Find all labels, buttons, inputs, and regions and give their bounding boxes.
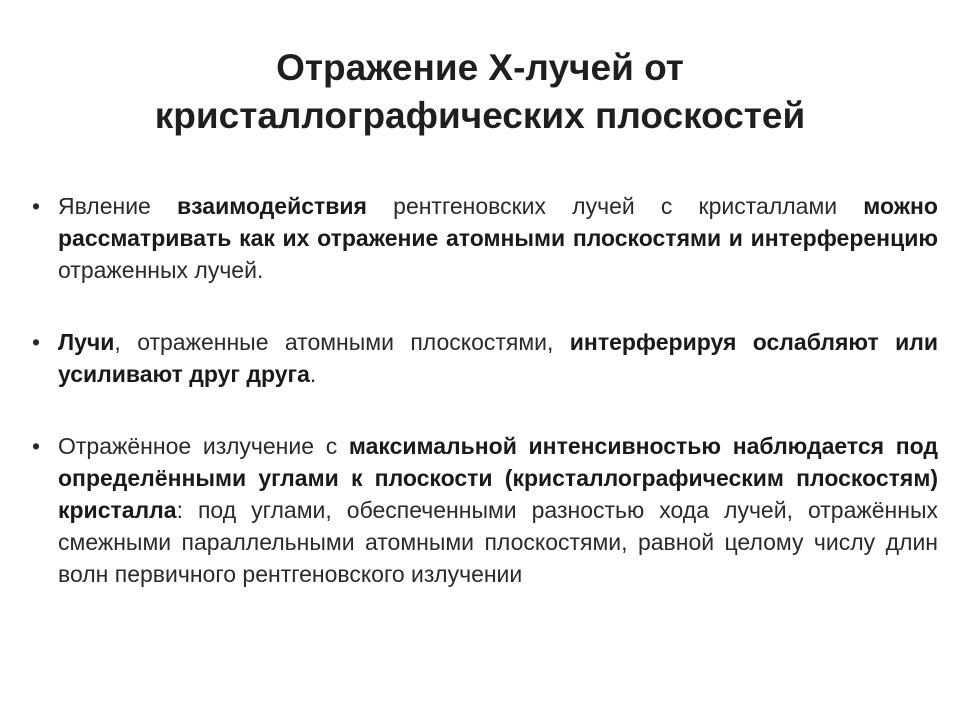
- bullet-dot-icon: •: [32, 193, 41, 219]
- bullet-text-segment-bold: максимальной интенсивностью наблюдается под определёнными углами к плоскости (кристаллографическим плоскостям) кристалла: [58, 433, 938, 523]
- bullet-dot-icon: •: [32, 433, 41, 459]
- bullet-text-segment: , отраженные атомными плоскостями,: [114, 329, 570, 355]
- bullet-item: [30, 326, 938, 390]
- bullet-text-segment: : под углами, обеспеченными разностью хода лучей, отражённых смежными параллельными атомными плоскостями, равной целому числу длин волн первичного рентгеновского излучении: [58, 497, 938, 587]
- slide-title: [40, 44, 920, 140]
- bullet-text-segment: .: [309, 361, 317, 387]
- bullet-text-segment: Явление: [58, 193, 178, 219]
- bullet-text-segment-bold: Лучи: [58, 329, 115, 355]
- bullet-text-segment: Отражённое излучение с: [58, 433, 349, 459]
- bullet-text-segment: рентгеновских лучей с кристаллами: [366, 193, 864, 219]
- bullet-text-segment-bold: интерферируя ослабляют или усиливают друг друга: [58, 329, 938, 387]
- bullet-text-segment-bold: взаимодействия: [177, 193, 367, 219]
- slide-title-line-1: Отражение Х-лучей от: [276, 47, 684, 88]
- bullet-text-segment: отраженных лучей.: [58, 257, 264, 283]
- bullet-dot-icon: •: [32, 329, 41, 355]
- bullet-text-segment-bold: можно рассматривать как их отражение атомными плоскостями и интерференцию: [58, 193, 938, 251]
- slide-title-line-2: кристаллографических плоскостей: [154, 95, 806, 136]
- bullet-list: [30, 190, 938, 590]
- bullet-item: [30, 190, 938, 286]
- bullet-item: [30, 430, 938, 590]
